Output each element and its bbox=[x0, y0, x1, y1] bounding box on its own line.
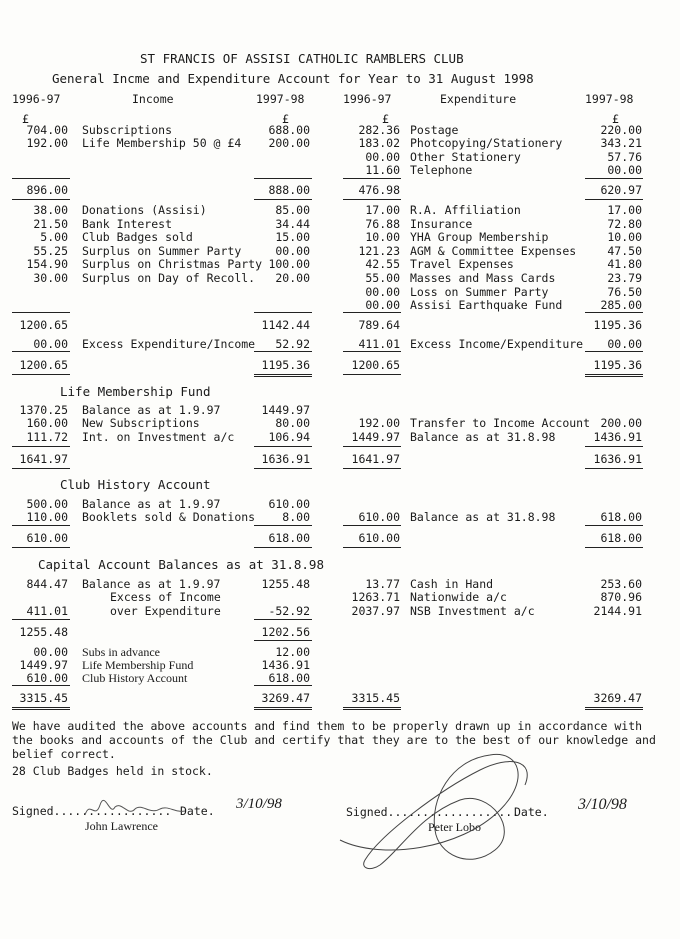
amount: 1636.91 bbox=[593, 452, 642, 466]
rule-line bbox=[585, 709, 643, 710]
signed-right: Signed................... bbox=[346, 805, 520, 819]
col-1997-98-exp: 1997-98 bbox=[585, 92, 634, 106]
amount: 72.80 bbox=[607, 216, 642, 231]
amount: 870.96 bbox=[600, 590, 642, 604]
amount: 500.00 bbox=[26, 497, 68, 511]
amount: 47.50 bbox=[607, 243, 642, 258]
rule-line bbox=[12, 709, 70, 710]
row-label: Surplus on Day of Recoll. bbox=[82, 271, 256, 285]
amount: 8.00 bbox=[282, 510, 310, 524]
row-label: Life Membership Fund bbox=[82, 658, 194, 672]
amount: 154.90 bbox=[26, 257, 68, 272]
rule-line bbox=[254, 376, 312, 377]
row-label: New Subscriptions bbox=[82, 416, 200, 430]
row-label: Booklets sold & Donations bbox=[82, 510, 256, 524]
amount: 610.00 bbox=[358, 531, 400, 545]
row-label: Balance as at 31.8.98 bbox=[410, 510, 556, 524]
rule-line bbox=[254, 525, 312, 526]
audit-statement: belief correct. bbox=[12, 747, 116, 761]
rule-line bbox=[12, 707, 70, 708]
amount: 620.97 bbox=[600, 183, 642, 197]
row-label: YHA Group Membership bbox=[410, 230, 549, 245]
amount: 00.00 bbox=[365, 284, 400, 299]
rule-line bbox=[585, 547, 643, 548]
amount: 42.55 bbox=[365, 257, 400, 272]
rule-line bbox=[12, 468, 70, 469]
row-label: Bank Interest bbox=[82, 216, 173, 231]
amount: 1142.44 bbox=[261, 318, 310, 332]
amount: 85.00 bbox=[275, 203, 310, 217]
amount: 00.00 bbox=[33, 645, 68, 659]
amount: 200.00 bbox=[268, 136, 310, 150]
account-subtitle: General Incme and Expenditure Account for Year to 31 August 1998 bbox=[52, 71, 534, 86]
row-label: Travel Expenses bbox=[410, 257, 514, 272]
amount: 111.72 bbox=[26, 430, 68, 444]
amount: 55.00 bbox=[365, 271, 400, 285]
amount: 23.79 bbox=[607, 271, 642, 285]
pound-sign: £ bbox=[282, 112, 289, 126]
rule-line bbox=[585, 178, 643, 179]
section-title-club-history: Club History Account bbox=[60, 477, 211, 492]
amount: 17.00 bbox=[607, 203, 642, 217]
date-left-handwritten: 3/10/98 bbox=[236, 796, 282, 812]
rule-line bbox=[343, 709, 401, 710]
rule-line bbox=[585, 199, 643, 200]
amount: 282.36 bbox=[358, 123, 400, 137]
signature-left-image bbox=[80, 795, 190, 823]
col-1996-97-exp: 1996-97 bbox=[343, 92, 392, 106]
amount: 80.00 bbox=[275, 416, 310, 430]
rule-line bbox=[254, 709, 312, 710]
badges-note: 28 Club Badges held in stock. bbox=[12, 764, 213, 778]
row-label: Donations (Assisi) bbox=[82, 203, 207, 217]
rule-line bbox=[12, 685, 70, 686]
rule-line bbox=[254, 374, 312, 375]
signer-name-left: John Lawrence bbox=[85, 819, 158, 833]
rule-line bbox=[343, 525, 401, 526]
rule-line bbox=[343, 312, 401, 313]
amount: 688.00 bbox=[268, 123, 310, 137]
amount: 00.00 bbox=[365, 150, 400, 164]
row-label: Insurance bbox=[410, 216, 473, 231]
rule-line bbox=[343, 547, 401, 548]
amount: 1202.56 bbox=[261, 625, 310, 639]
audit-statement: the books and accounts of the Club and certify that they are to the best of our knowledge and bbox=[12, 733, 656, 747]
pound-sign: £ bbox=[22, 112, 29, 126]
date-right-handwritten: 3/10/98 bbox=[578, 796, 627, 813]
col-expenditure: Expenditure bbox=[440, 92, 517, 106]
row-label: Balance as at 1.9.97 bbox=[82, 577, 221, 591]
amount: 10.00 bbox=[607, 230, 642, 245]
amount: 12.00 bbox=[275, 645, 310, 659]
amount: 888.00 bbox=[268, 183, 310, 197]
row-label: AGM & Committee Expenses bbox=[410, 243, 577, 258]
date-right: Date. bbox=[514, 805, 549, 819]
amount: 1370.25 bbox=[19, 403, 68, 417]
rule-line bbox=[12, 547, 70, 548]
amount: 610.00 bbox=[358, 510, 400, 524]
amount: 57.76 bbox=[607, 150, 642, 164]
row-label: Assisi Earthquake Fund bbox=[410, 298, 563, 313]
rule-line bbox=[254, 685, 312, 686]
amount: 55.25 bbox=[33, 243, 68, 258]
amount: 411.01 bbox=[26, 604, 68, 618]
amount: 1195.36 bbox=[593, 318, 642, 332]
amount: 00.00 bbox=[33, 337, 68, 351]
amount: 1200.65 bbox=[19, 358, 68, 372]
amount: 00.00 bbox=[607, 163, 642, 177]
amount: 1436.91 bbox=[261, 658, 310, 672]
rule-line bbox=[12, 351, 70, 352]
amount: -52.92 bbox=[268, 604, 310, 618]
rule-line bbox=[254, 199, 312, 200]
amount: 618.00 bbox=[600, 531, 642, 545]
row-label: R.A. Affiliation bbox=[410, 203, 521, 217]
amount: 110.00 bbox=[26, 510, 68, 524]
amount: 17.00 bbox=[365, 203, 400, 217]
rule-line bbox=[343, 707, 401, 708]
amount: 220.00 bbox=[600, 123, 642, 137]
amount: 1636.91 bbox=[261, 452, 310, 466]
amount: 00.00 bbox=[365, 298, 400, 313]
amount: 1449.97 bbox=[261, 403, 310, 417]
rule-line bbox=[12, 312, 70, 313]
rule-line bbox=[254, 178, 312, 179]
amount: 2144.91 bbox=[593, 604, 642, 618]
amount: 3269.47 bbox=[593, 691, 642, 705]
col-1996-97-income: 1996-97 bbox=[12, 92, 61, 106]
amount: 3315.45 bbox=[351, 691, 400, 705]
amount: 21.50 bbox=[33, 216, 68, 231]
rule-line bbox=[254, 619, 312, 620]
amount: 1200.65 bbox=[351, 358, 400, 372]
amount: 3269.47 bbox=[261, 691, 310, 705]
amount: 30.00 bbox=[33, 271, 68, 285]
amount: 1436.91 bbox=[593, 430, 642, 444]
amount: 1641.97 bbox=[19, 452, 68, 466]
rule-line bbox=[343, 446, 401, 447]
row-label: Excess of Income bbox=[110, 590, 221, 604]
section-title-life-membership: Life Membership Fund bbox=[60, 384, 211, 399]
amount: 76.88 bbox=[365, 216, 400, 231]
audit-statement: We have audited the above accounts and find them to be properly drawn up in accordance with bbox=[12, 719, 643, 733]
amount: 34.44 bbox=[275, 216, 310, 231]
rule-line bbox=[585, 525, 643, 526]
rule-line bbox=[12, 446, 70, 447]
amount: 1255.48 bbox=[261, 577, 310, 591]
amount: 1195.36 bbox=[261, 358, 310, 372]
rule-line bbox=[585, 468, 643, 469]
amount: 1449.97 bbox=[351, 430, 400, 444]
amount: 610.00 bbox=[26, 671, 68, 685]
rule-line bbox=[12, 525, 70, 526]
rule-line bbox=[254, 640, 312, 641]
rule-line bbox=[343, 468, 401, 469]
amount: 618.00 bbox=[600, 510, 642, 524]
row-label: Balance as at 31.8.98 bbox=[410, 430, 556, 444]
rule-line bbox=[585, 376, 643, 377]
col-income: Income bbox=[132, 92, 174, 106]
amount: 160.00 bbox=[26, 416, 68, 430]
row-label: NSB Investment a/c bbox=[410, 604, 535, 618]
row-label: Cash in Hand bbox=[410, 577, 494, 591]
row-label: Life Membership 50 @ £4 bbox=[82, 136, 242, 150]
amount: 121.23 bbox=[358, 243, 400, 258]
rule-line bbox=[254, 446, 312, 447]
amount: 38.00 bbox=[33, 203, 68, 217]
rule-line bbox=[343, 199, 401, 200]
rule-line bbox=[585, 446, 643, 447]
amount: 10.00 bbox=[365, 230, 400, 245]
rule-line bbox=[343, 351, 401, 352]
amount: 1195.36 bbox=[593, 358, 642, 372]
rule-line bbox=[585, 707, 643, 708]
amount: 1255.48 bbox=[19, 625, 68, 639]
signed-left: Signed................. bbox=[12, 804, 172, 818]
row-label: Telephone bbox=[410, 163, 473, 177]
amount: 192.00 bbox=[26, 136, 68, 150]
amount: 3315.45 bbox=[19, 691, 68, 705]
amount: 11.60 bbox=[365, 163, 400, 177]
amount: 15.00 bbox=[275, 230, 310, 245]
amount: 20.00 bbox=[275, 271, 310, 285]
section-title-capital-account: Capital Account Balances as at 31.8.98 bbox=[38, 557, 324, 572]
row-label: Postage bbox=[410, 123, 459, 137]
row-label: Balance as at 1.9.97 bbox=[82, 403, 221, 417]
rule-line bbox=[585, 351, 643, 352]
amount: 704.00 bbox=[26, 123, 68, 137]
amount: 52.92 bbox=[275, 337, 310, 351]
amount: 100.00 bbox=[268, 257, 310, 272]
amount: 343.21 bbox=[600, 136, 642, 150]
pound-sign: £ bbox=[382, 112, 389, 126]
row-label: Int. on Investment a/c bbox=[82, 430, 235, 444]
row-label: Nationwide a/c bbox=[410, 590, 507, 604]
amount: 00.00 bbox=[275, 243, 310, 258]
row-label: Excess Expenditure/Income bbox=[82, 337, 256, 351]
rule-line bbox=[254, 547, 312, 548]
rule-line bbox=[585, 374, 643, 375]
row-label: Surplus on Christmas Party bbox=[82, 257, 263, 272]
row-label: Loss on Summer Party bbox=[410, 284, 549, 299]
amount: 610.00 bbox=[268, 497, 310, 511]
rule-line bbox=[254, 351, 312, 352]
amount: 41.80 bbox=[607, 257, 642, 272]
amount: 610.00 bbox=[26, 531, 68, 545]
amount: 76.50 bbox=[607, 284, 642, 299]
amount: 1263.71 bbox=[351, 590, 400, 604]
amount: 618.00 bbox=[268, 531, 310, 545]
row-label: Surplus on Summer Party bbox=[82, 243, 242, 258]
amount: 618.00 bbox=[268, 671, 310, 685]
amount: 896.00 bbox=[26, 183, 68, 197]
amount: 192.00 bbox=[358, 416, 400, 430]
rule-line bbox=[343, 374, 401, 375]
rule-line bbox=[12, 374, 70, 375]
row-label: Club History Account bbox=[82, 671, 188, 685]
amount: 411.01 bbox=[358, 337, 400, 351]
rule-line bbox=[12, 178, 70, 179]
rule-line bbox=[254, 468, 312, 469]
row-label: Other Stationery bbox=[410, 150, 521, 164]
amount: 1641.97 bbox=[351, 452, 400, 466]
amount: 00.00 bbox=[607, 337, 642, 351]
amount: 253.60 bbox=[600, 577, 642, 591]
amount: 476.98 bbox=[358, 183, 400, 197]
row-label: Club Badges sold bbox=[82, 230, 193, 245]
pound-sign: £ bbox=[612, 112, 619, 126]
rule-line bbox=[254, 707, 312, 708]
club-title: ST FRANCIS OF ASSISI CATHOLIC RAMBLERS CLUB bbox=[140, 51, 464, 66]
row-label: Balance as at 1.9.97 bbox=[82, 497, 221, 511]
row-label: Transfer to Income Account bbox=[410, 416, 591, 430]
amount: 183.02 bbox=[358, 136, 400, 150]
row-label: over Expenditure bbox=[110, 604, 221, 618]
signer-name-right: Peter Lobo bbox=[428, 820, 481, 834]
row-label: Excess Income/Expenditure bbox=[410, 337, 584, 351]
col-1997-98-income: 1997-98 bbox=[256, 92, 305, 106]
amount: 1200.65 bbox=[19, 318, 68, 332]
amount: 789.64 bbox=[358, 318, 400, 332]
row-label: Photcopying/Stationery bbox=[410, 136, 563, 150]
amount: 844.47 bbox=[26, 577, 68, 591]
amount: 13.77 bbox=[365, 577, 400, 591]
date-left: Date. bbox=[180, 804, 215, 818]
signature-right-image bbox=[320, 730, 540, 880]
row-label: Masses and Mass Cards bbox=[410, 271, 556, 285]
amount: 2037.97 bbox=[351, 604, 400, 618]
amount: 285.00 bbox=[600, 298, 642, 313]
rule-line bbox=[343, 178, 401, 179]
amount: 5.00 bbox=[40, 230, 68, 245]
rule-line bbox=[12, 619, 70, 620]
row-label: Subs in advance bbox=[82, 645, 160, 659]
amount: 1449.97 bbox=[19, 658, 68, 672]
rule-line bbox=[585, 312, 643, 313]
rule-line bbox=[12, 199, 70, 200]
row-label: Subscriptions bbox=[82, 123, 173, 137]
rule-line bbox=[254, 312, 312, 313]
amount: 106.94 bbox=[268, 430, 310, 444]
amount: 200.00 bbox=[600, 416, 642, 430]
